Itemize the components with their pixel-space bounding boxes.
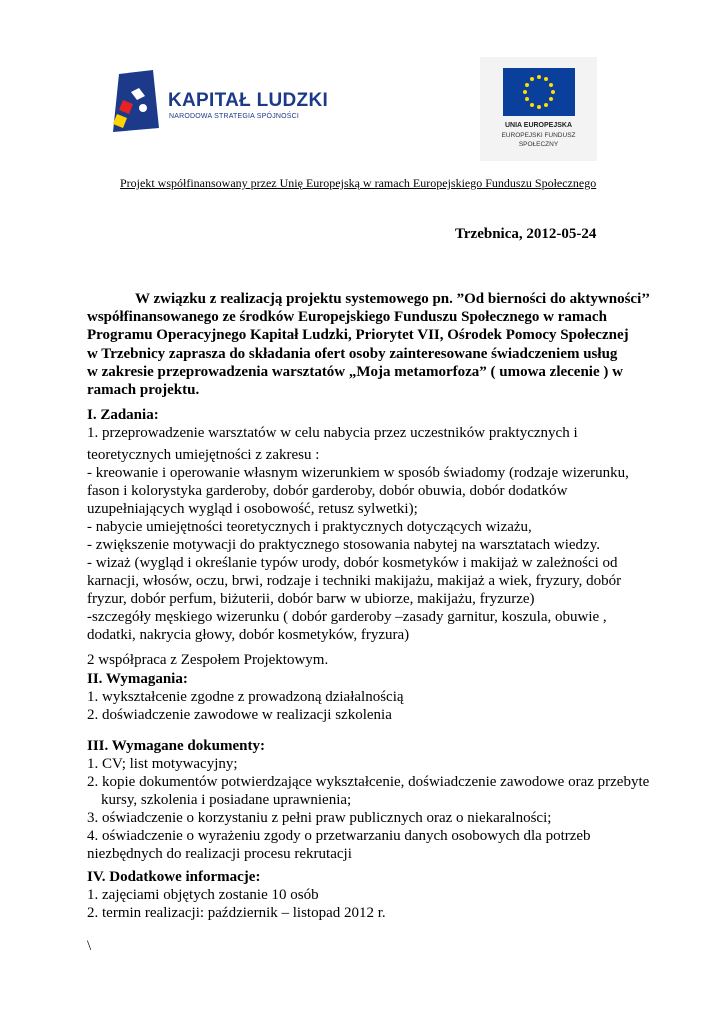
eu-logo-line3: SPOŁECZNY [518,141,559,148]
section-line: teoretycznych umiejętności z zakresu : [87,447,320,463]
section-heading: II. Wymagania: [87,671,188,687]
section-line: 2. kopie dokumentów potwierdzające wykształcenie, doświadczenie zawodowe oraz przebyte [87,774,650,790]
intro-line: ramach projektu. [87,382,200,399]
intro-line: Programu Operacyjnego Kapitał Ludzki, Priorytet VII, Ośrodek Pomocy Społecznej [87,327,629,344]
kapital-ludzki-logo [113,68,329,134]
trailing-mark: \ [87,938,92,954]
section-line: karnacji, włosów, oczu, brwi, rodzaje i techniki makijażu, makijaż a wiek, fryzury, dobór [87,573,622,589]
section-dodatkowe [87,868,647,922]
kapital-ludzki-subtitle: NARODOWA STRATEGIA SPÓJNOŚCI [169,113,300,120]
kapital-ludzki-emblem-icon [113,70,161,132]
eu-logo [480,57,597,161]
eu-flag-icon [503,68,575,116]
section-line: 4. oświadczenie o wyrażeniu zgody o przetwarzaniu danych osobowych dla potrzeb [87,828,591,844]
section-wymagania [87,670,647,724]
section-line: 1. wykształcenie zgodne z prowadzoną działalnością [87,689,404,705]
section-line: 3. oświadczenie o korzystaniu z pełni praw publicznych oraz o niekaralności; [87,810,552,826]
date-line: Trzebnica, 2012-05-24 [455,226,597,242]
section-line: - kreowanie i operowanie własnym wizerunkiem w sposób świadomy (rodzaje wizerunku, [87,465,629,481]
eu-logo-line2: EUROPEJSKI FUNDUSZ [501,132,576,139]
section-line: 1. przeprowadzenie warsztatów w celu nabycia przez uczestników praktycznych i [87,425,578,441]
section-line: - zwiększenie motywacji do praktycznego stosowania nabytej na warsztatach wiedzy. [87,537,600,553]
section-heading: III. Wymagane dokumenty: [87,738,265,754]
section-zadania [87,406,647,669]
intro-line: w zakresie przeprowadzenia warsztatów „Moja metamorfoza” ( umowa zlecenie ) w [87,363,623,380]
section-line: 1. CV; list motywacyjny; [87,756,238,772]
project-cofinancing-note: Projekt współfinansowany przez Unię Europejską w ramach Europejskiego Funduszu Społecznego [120,176,597,190]
intro-line: w Trzebnicy zaprasza do składania ofert osoby zainteresowane świadczeniem usług [87,345,618,362]
section-line: niezbędnych do realizacji procesu rekrutacji [87,846,352,862]
intro-paragraph [87,290,651,399]
section-line: uzupełniających wygląd i osobowość, retusz sylwetki); [87,501,418,517]
section-line: - nabycie umiejętności teoretycznych i praktycznych dotyczących wizażu, [87,519,532,535]
eu-logo-line1: UNIA EUROPEJSKA [504,122,573,129]
section-line: fryzur, dobór perfum, biżuterii, dobór barw w ubiorze, makijażu, fryzurze) [87,591,535,607]
section-line: 2 współpraca z Zespołem Projektowym. [87,652,329,668]
section-line: - wizaż (wygląd i określanie typów urody, dobór kosmetyków i makijaż w zależności od [87,555,618,571]
section-line: 1. zajęciami objętych zostanie 10 osób [87,887,319,903]
kapital-ludzki-title: KAPITAŁ LUDZKI [168,90,329,111]
section-line: 2. doświadczenie zawodowe w realizacji szkolenia [87,707,392,723]
intro-line: W związku z realizacją projektu systemowego pn. ”Od bierności do aktywności’’ [135,291,651,307]
section-line: fason i kolorystyka garderoby, dobór garderoby, dobór obuwia, dobór dodatków [87,483,568,499]
section-line: dodatki, nakrycia głowy, dobór kosmetyków, fryzura) [87,627,410,643]
intro-line: współfinansowanego ze środków Europejskiego Funduszu Społecznego w ramach [87,309,607,326]
section-heading: IV. Dodatkowe informacje: [87,869,261,885]
section-line: 2. termin realizacji: październik – listopad 2012 r. [87,905,386,921]
section-line: kursy, szkolenia i posiadane uprawnienia; [101,792,352,808]
section-dokumenty [87,737,650,863]
section-line: -szczegóły męskiego wizerunku ( dobór garderoby –zasady garnitur, koszula, obuwie , [87,609,607,625]
section-heading: I. Zadania: [87,407,159,423]
